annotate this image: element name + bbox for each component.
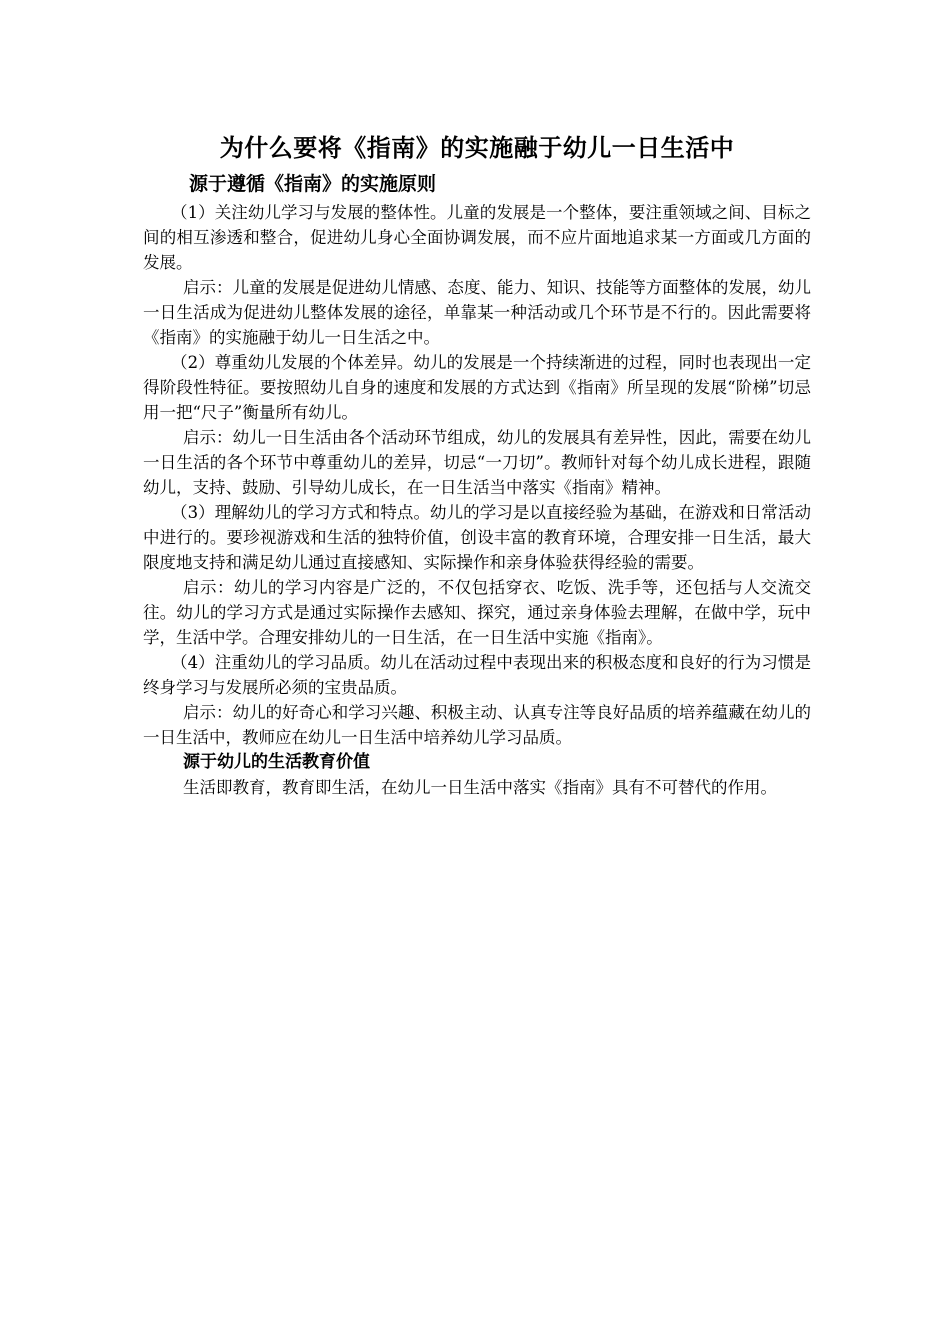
section-heading-principles: 源于遵循《指南》的实施原则 (189, 173, 437, 195)
document-title: 为什么要将《指南》的实施融于幼儿一日生活中 (219, 134, 735, 162)
principle-paragraph-1: （1）关注幼儿学习与发展的整体性。儿童的发展是一个整体，要注重领域之间、目标之间的相互渗透和整合，促进幼儿身心全面协调发展，而不应片面地追求某一方面或几方面的发展。 (143, 203, 811, 272)
insight-paragraph-1: 启示：儿童的发展是促进幼儿情感、态度、能力、知识、技能等方面整体的发展，幼儿一日生活成为促进幼儿整体发展的途径，单靠某一种活动或几个环节是不行的。因此需要将《指南》的实施融于幼儿一日生活之中。 (143, 278, 811, 347)
insight-paragraph-2: 启示：幼儿一日生活由各个活动环节组成，幼儿的发展具有差异性，因此，需要在幼儿一日生活的各个环节中尊重幼儿的差异，切忌“一刀切”。教师针对每个幼儿成长进程，跟随幼儿，支持、鼓励、引导幼儿成长，在一日生活当中落实《指南》精神。 (143, 428, 811, 497)
principle-paragraph-2: （2）尊重幼儿发展的个体差异。幼儿的发展是一个持续渐进的过程，同时也表现出一定得阶段性特征。要按照幼儿自身的速度和发展的方式达到《指南》所呈现的发展“阶梯”切忌用一把“尺子”衡量所有幼儿。 (143, 353, 811, 422)
insight-paragraph-3: 启示：幼儿的学习内容是广泛的，不仅包括穿衣、吃饭、洗手等，还包括与人交流交往。幼儿的学习方式是通过实际操作去感知、探究，通过亲身体验去理解，在做中学，玩中学，生活中学。合理安排幼儿的一日生活，在一日生活中实施《指南》。 (143, 578, 811, 647)
document-body (143, 128, 811, 800)
principle-paragraph-3: （3）理解幼儿的学习方式和特点。幼儿的学习是以直接经验为基础，在游戏和日常活动中进行的。要珍视游戏和生活的独特价值，创设丰富的教育环境，合理安排一日生活，最大限度地支持和满足幼儿通过直接感知、实际操作和亲身体验获得经验的需要。 (143, 503, 811, 572)
closing-paragraph: 生活即教育，教育即生活，在幼儿一日生活中落实《指南》具有不可替代的作用。 (183, 778, 777, 797)
principle-paragraph-4: （4）注重幼儿的学习品质。幼儿在活动过程中表现出来的积极态度和良好的行为习惯是终身学习与发展所必须的宝贵品质。 (143, 653, 811, 697)
section-heading-life-education: 源于幼儿的生活教育价值 (183, 752, 370, 772)
insight-paragraph-4: 启示：幼儿的好奇心和学习兴趣、积极主动、认真专注等良好品质的培养蕴藏在幼儿的一日生活中，教师应在幼儿一日生活中培养幼儿学习品质。 (143, 703, 811, 747)
